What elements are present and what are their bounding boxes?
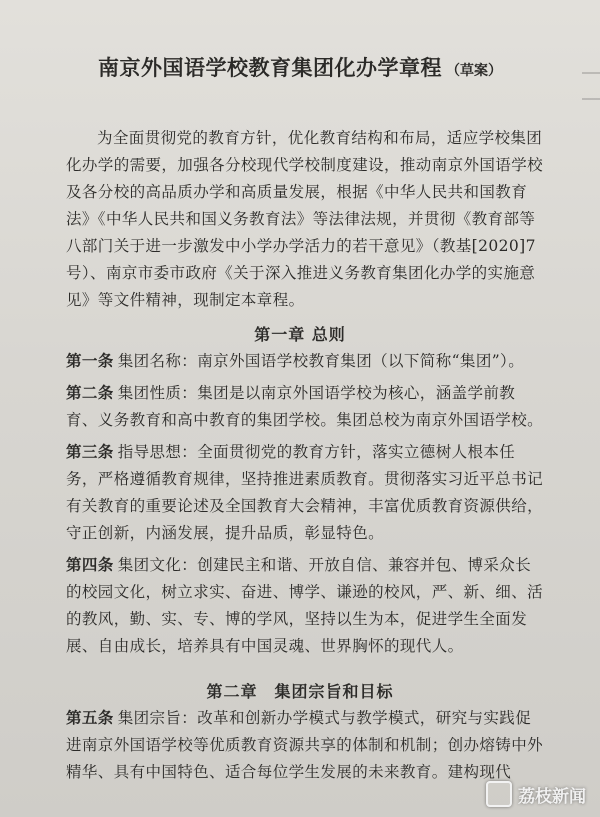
chapter-1-articles (66, 347, 546, 664)
article-text: 集团性质：集团是以南京外国语学校为核心，涵盖学前教育、义务教育和高中教育的集团学校。集团总校为南京外国语学校。 (66, 384, 544, 429)
document-title: 南京外国语学校教育集团化办学章程 (98, 55, 442, 80)
bleed-through-mark (582, 98, 600, 100)
article (66, 704, 546, 786)
article-text: 集团文化：创建民主和谐、开放自信、兼容并包、博采众长的校园文化，树立求实、奋进、博学、谦逊的校风，严、新、细、活的教风，勤、实、专、博的学风，坚持以生为本，促进学生全面发展、自由成长，培养具有中国灵魂、世界胸怀的现代人。 (66, 556, 544, 655)
document-title-note: （草案） (446, 63, 502, 79)
chapter-heading: 第一章 总则 (254, 325, 346, 344)
article-label: 第四条 (66, 555, 114, 574)
article-label: 第二条 (66, 383, 114, 402)
preamble (66, 125, 546, 314)
article (66, 347, 546, 375)
chapter-2-articles (66, 704, 546, 790)
article-text: 指导思想：全面贯彻党的教育方针，落实立德树人根本任务，严格遵循教育规律，坚持推进素质教育。贯彻落实习近平总书记有关教育的重要论述及全国教育大会精神，丰富优质教育资源供给，守正创新，内涵发展，提升品质，彰显特色。 (66, 443, 544, 542)
watermark (486, 781, 586, 807)
article (66, 438, 546, 547)
article-text: 集团宗旨：改革和创新办学模式与教学模式，研究与实践促进南京外国语学校等优质教育资源共享的体制和机制；创办熔铸中外精华、具有中国特色、适合每位学生发展的未来教育。建构现代 (66, 709, 544, 781)
article-label: 第三条 (66, 442, 114, 461)
article-label: 第五条 (66, 708, 114, 727)
preamble-text: 为全面贯彻党的教育方针，优化教育结构和布局，适应学校集团化办学的需要，加强各分校现代学校制度建设，推动南京外国语学校及各分校的高品质办学和高质量发展，根据《中华人民共和国教育法》《中华人民共和国义务教育法》等法律法规，并贯彻《教育部等八部门关于进一步激发中小学办学活力的若干意见》（教基[2020]7 号）、南京市委市政府《关于深入推进义务教育集团化办学的实施意见》等文件精神，现制定本章程。 (66, 129, 544, 309)
lizhi-logo-icon (486, 781, 512, 807)
chapter-heading: 第二章 集团宗旨和目标 (206, 682, 394, 701)
article-label: 第一条 (66, 351, 114, 370)
article-text: 集团名称：南京外国语学校教育集团（以下简称“集团”）。 (117, 352, 525, 370)
article (66, 379, 546, 434)
watermark-text: 荔枝新闻 (518, 786, 586, 807)
title-row (0, 52, 600, 82)
article (66, 551, 546, 660)
